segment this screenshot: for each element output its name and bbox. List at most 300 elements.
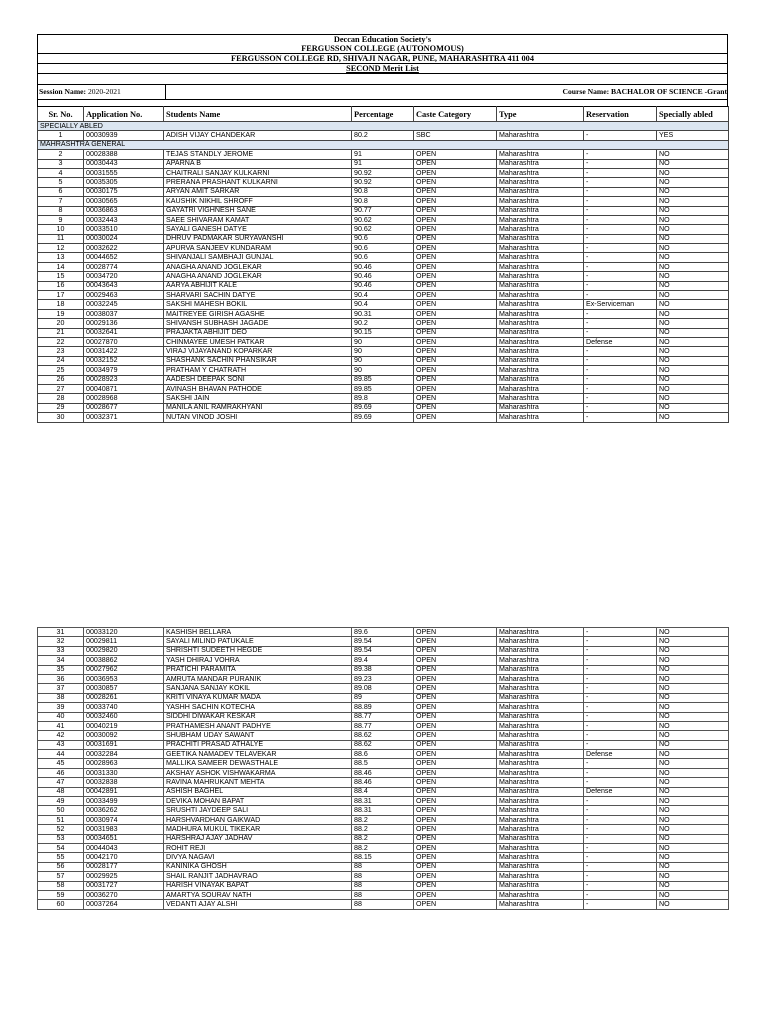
cell-percentage: 91 (352, 159, 414, 168)
cell-caste-category: OPEN (414, 272, 497, 281)
cell-reservation: - (584, 347, 657, 356)
cell-student-name: AMRUTA MANDAR PURANIK (164, 674, 352, 683)
cell-sr-no: 30 (38, 413, 84, 422)
cell-sr-no: 52 (38, 825, 84, 834)
cell-percentage: 90.62 (352, 225, 414, 234)
cell-student-name: MADHURA MUKUL TIKEKAR (164, 825, 352, 834)
cell-student-name: KASHISH BELLARA (164, 628, 352, 637)
cell-reservation: - (584, 375, 657, 384)
cell-sr-no: 58 (38, 881, 84, 890)
table-row (38, 394, 729, 403)
cell-caste-category: OPEN (414, 413, 497, 422)
cell-percentage: 88 (352, 881, 414, 890)
cell-specially-abled: NO (657, 366, 729, 375)
blank-row (37, 74, 728, 85)
cell-student-name: VEDANTI AJAY ALSHI (164, 900, 352, 909)
cell-sr-no: 14 (38, 262, 84, 271)
cell-student-name: SAEE SHIVARAM KAMAT (164, 215, 352, 224)
cell-specially-abled: NO (657, 150, 729, 159)
cell-student-name: ASHISH BAGHEL (164, 787, 352, 796)
cell-specially-abled: NO (657, 225, 729, 234)
cell-caste-category: OPEN (414, 834, 497, 843)
cell-sr-no: 60 (38, 900, 84, 909)
cell-caste-category: OPEN (414, 890, 497, 899)
cell-application-no: 00036863 (84, 206, 164, 215)
cell-percentage: 89 (352, 693, 414, 702)
cell-student-name: YASH DHIRAJ VOHRA (164, 656, 352, 665)
cell-application-no: 00032460 (84, 712, 164, 721)
cell-percentage: 88.2 (352, 815, 414, 824)
cell-type: Maharashtra (497, 806, 584, 815)
cell-reservation: - (584, 843, 657, 852)
table-row (38, 150, 729, 159)
cell-caste-category: OPEN (414, 262, 497, 271)
cell-type: Maharashtra (497, 825, 584, 834)
cell-sr-no: 15 (38, 272, 84, 281)
cell-caste-category: OPEN (414, 787, 497, 796)
table-row (38, 703, 729, 712)
cell-application-no: 00038862 (84, 656, 164, 665)
cell-student-name: VIRAJ VIJAYANAND KOPARKAR (164, 347, 352, 356)
cell-reservation: - (584, 881, 657, 890)
table-row (38, 309, 729, 318)
cell-caste-category: OPEN (414, 684, 497, 693)
cell-type: Maharashtra (497, 797, 584, 806)
cell-type: Maharashtra (497, 150, 584, 159)
table-row (38, 656, 729, 665)
cell-percentage: 89.85 (352, 375, 414, 384)
cell-student-name: SHIVANJALI SAMBHAJI GUNJAL (164, 253, 352, 262)
cell-specially-abled: NO (657, 628, 729, 637)
cell-application-no: 00032838 (84, 778, 164, 787)
cell-caste-category: OPEN (414, 253, 497, 262)
table-row (38, 853, 729, 862)
table-row (38, 262, 729, 271)
cell-student-name: AADESH DEEPAK SONI (164, 375, 352, 384)
cell-application-no: 00029463 (84, 291, 164, 300)
cell-application-no: 00030857 (84, 684, 164, 693)
table-row (38, 281, 729, 290)
cell-specially-abled: NO (657, 674, 729, 683)
cell-student-name: MANILA ANIL RAMRAKHYANI (164, 403, 352, 412)
cell-specially-abled: NO (657, 281, 729, 290)
col-percentage: Percentage (352, 107, 414, 122)
cell-type: Maharashtra (497, 656, 584, 665)
cell-reservation: - (584, 628, 657, 637)
table-row (38, 206, 729, 215)
table-row (38, 825, 729, 834)
table-row (38, 403, 729, 412)
cell-type: Maharashtra (497, 375, 584, 384)
cell-percentage: 90.4 (352, 291, 414, 300)
cell-caste-category: OPEN (414, 900, 497, 909)
cell-caste-category: OPEN (414, 384, 497, 393)
cell-reservation: - (584, 862, 657, 871)
table-row (38, 328, 729, 337)
cell-application-no: 00038037 (84, 309, 164, 318)
cell-reservation: - (584, 178, 657, 187)
section-header-row (38, 122, 729, 131)
table-row (38, 225, 729, 234)
cell-reservation: - (584, 797, 657, 806)
cell-sr-no: 56 (38, 862, 84, 871)
table-row (38, 684, 729, 693)
cell-reservation: - (584, 890, 657, 899)
cell-student-name: SHARVARI SACHIN DATYE (164, 291, 352, 300)
table-row (38, 187, 729, 196)
col-caste-category: Caste Category (414, 107, 497, 122)
cell-reservation: - (584, 394, 657, 403)
cell-application-no: 00034979 (84, 366, 164, 375)
cell-application-no: 00037264 (84, 900, 164, 909)
cell-type: Maharashtra (497, 853, 584, 862)
cell-application-no: 00028968 (84, 394, 164, 403)
cell-type: Maharashtra (497, 178, 584, 187)
cell-type: Maharashtra (497, 384, 584, 393)
cell-specially-abled: NO (657, 206, 729, 215)
cell-specially-abled: NO (657, 721, 729, 730)
cell-application-no: 00029136 (84, 319, 164, 328)
cell-caste-category: OPEN (414, 628, 497, 637)
cell-application-no: 00031691 (84, 740, 164, 749)
cell-type: Maharashtra (497, 674, 584, 683)
cell-percentage: 88.62 (352, 740, 414, 749)
cell-sr-no: 9 (38, 215, 84, 224)
cell-caste-category: OPEN (414, 712, 497, 721)
cell-application-no: 00028963 (84, 759, 164, 768)
cell-percentage: 89.85 (352, 384, 414, 393)
table-row (38, 759, 729, 768)
table-row (38, 637, 729, 646)
cell-caste-category: OPEN (414, 740, 497, 749)
cell-sr-no: 53 (38, 834, 84, 843)
cell-student-name: YASHH SACHIN KOTECHA (164, 703, 352, 712)
cell-student-name: ADISH VIJAY CHANDEKAR (164, 131, 352, 140)
cell-specially-abled: NO (657, 900, 729, 909)
cell-caste-category: OPEN (414, 862, 497, 871)
cell-specially-abled: NO (657, 337, 729, 346)
cell-percentage: 88 (352, 900, 414, 909)
cell-student-name: PRATHAMESH ANANT PADHYE (164, 721, 352, 730)
cell-percentage: 88 (352, 890, 414, 899)
col-specially-abled: Specially abled (657, 107, 729, 122)
cell-application-no: 00030939 (84, 131, 164, 140)
cell-student-name: GEETIKA NAMADEV TELAVEKAR (164, 750, 352, 759)
table-row (38, 337, 729, 346)
cell-percentage: 90 (352, 366, 414, 375)
cell-student-name: AARYA ABHIJIT KALE (164, 281, 352, 290)
cell-reservation: - (584, 834, 657, 843)
cell-reservation: - (584, 215, 657, 224)
cell-application-no: 00034720 (84, 272, 164, 281)
cell-sr-no: 29 (38, 403, 84, 412)
cell-student-name: SAYALI MILIND PATUKALE (164, 637, 352, 646)
cell-student-name: SIDDHI DIWAKAR KESKAR (164, 712, 352, 721)
cell-application-no: 00042170 (84, 853, 164, 862)
cell-type: Maharashtra (497, 815, 584, 824)
cell-caste-category: OPEN (414, 768, 497, 777)
cell-student-name: SRUSHTI JAYDEEP SALI (164, 806, 352, 815)
cell-caste-category: OPEN (414, 337, 497, 346)
cell-percentage: 89.54 (352, 646, 414, 655)
cell-application-no: 00030024 (84, 234, 164, 243)
cell-student-name: TEJAS STANDLY JEROME (164, 150, 352, 159)
cell-reservation: - (584, 646, 657, 655)
cell-percentage: 88.2 (352, 825, 414, 834)
cell-caste-category: OPEN (414, 347, 497, 356)
cell-sr-no: 37 (38, 684, 84, 693)
cell-specially-abled: NO (657, 375, 729, 384)
table-row (38, 778, 729, 787)
cell-sr-no: 23 (38, 347, 84, 356)
cell-application-no: 00028261 (84, 693, 164, 702)
cell-student-name: ANAGHA ANAND JOGLEKAR (164, 262, 352, 271)
cell-student-name: PRATHAM Y CHATRATH (164, 366, 352, 375)
cell-reservation: - (584, 281, 657, 290)
cell-application-no: 00036953 (84, 674, 164, 683)
cell-application-no: 00031422 (84, 347, 164, 356)
cell-application-no: 00031555 (84, 168, 164, 177)
cell-student-name: KANINIKA GHOSH (164, 862, 352, 871)
cell-student-name: DIVYA NAGAVI (164, 853, 352, 862)
cell-caste-category: OPEN (414, 168, 497, 177)
cell-reservation: - (584, 197, 657, 206)
cell-student-name: AMARTYA SOURAV NATH (164, 890, 352, 899)
cell-type: Maharashtra (497, 843, 584, 852)
cell-application-no: 00033499 (84, 797, 164, 806)
cell-caste-category: OPEN (414, 693, 497, 702)
cell-percentage: 88.77 (352, 721, 414, 730)
cell-caste-category: OPEN (414, 759, 497, 768)
cell-type: Maharashtra (497, 234, 584, 243)
cell-specially-abled: NO (657, 347, 729, 356)
cell-percentage: 89.38 (352, 665, 414, 674)
cell-specially-abled: NO (657, 872, 729, 881)
cell-application-no: 00040219 (84, 721, 164, 730)
cell-reservation: - (584, 693, 657, 702)
cell-reservation: - (584, 656, 657, 665)
cell-caste-category: OPEN (414, 637, 497, 646)
cell-sr-no: 3 (38, 159, 84, 168)
cell-percentage: 90.4 (352, 300, 414, 309)
cell-type: Maharashtra (497, 337, 584, 346)
cell-application-no: 00034651 (84, 834, 164, 843)
cell-type: Maharashtra (497, 759, 584, 768)
cell-specially-abled: NO (657, 168, 729, 177)
cell-application-no: 00044043 (84, 843, 164, 852)
cell-sr-no: 16 (38, 281, 84, 290)
cell-type: Maharashtra (497, 168, 584, 177)
table-row (38, 178, 729, 187)
cell-application-no: 00033510 (84, 225, 164, 234)
cell-reservation: - (584, 703, 657, 712)
cell-specially-abled: NO (657, 328, 729, 337)
cell-specially-abled: NO (657, 693, 729, 702)
cell-specially-abled: NO (657, 197, 729, 206)
cell-sr-no: 54 (38, 843, 84, 852)
cell-reservation: - (584, 234, 657, 243)
cell-reservation: - (584, 731, 657, 740)
cell-student-name: ROHIT REJI (164, 843, 352, 852)
cell-percentage: 88.89 (352, 703, 414, 712)
table-row (38, 366, 729, 375)
cell-caste-category: OPEN (414, 853, 497, 862)
cell-type: Maharashtra (497, 900, 584, 909)
table-row (38, 234, 729, 243)
cell-caste-category: OPEN (414, 703, 497, 712)
cell-sr-no: 27 (38, 384, 84, 393)
cell-caste-category: OPEN (414, 674, 497, 683)
cell-sr-no: 40 (38, 712, 84, 721)
cell-sr-no: 8 (38, 206, 84, 215)
cell-reservation: - (584, 272, 657, 281)
table-row (38, 356, 729, 365)
cell-application-no: 00036262 (84, 806, 164, 815)
cell-student-name: MAITREYEE GIRISH AGASHE (164, 309, 352, 318)
cell-reservation: - (584, 825, 657, 834)
cell-percentage: 88 (352, 872, 414, 881)
cell-application-no: 00029925 (84, 872, 164, 881)
cell-reservation: - (584, 815, 657, 824)
cell-application-no: 00028177 (84, 862, 164, 871)
cell-type: Maharashtra (497, 703, 584, 712)
col-student-name: Students Name (164, 107, 352, 122)
cell-type: Maharashtra (497, 281, 584, 290)
table-row (38, 665, 729, 674)
cell-sr-no: 33 (38, 646, 84, 655)
cell-reservation: - (584, 712, 657, 721)
table-row (38, 253, 729, 262)
cell-type: Maharashtra (497, 347, 584, 356)
cell-sr-no: 4 (38, 168, 84, 177)
cell-type: Maharashtra (497, 684, 584, 693)
cell-student-name: PRAJAKTA ABHIJIT DEO (164, 328, 352, 337)
cell-caste-category: SBC (414, 131, 497, 140)
cell-percentage: 88.15 (352, 853, 414, 862)
cell-reservation: - (584, 721, 657, 730)
table-row (38, 384, 729, 393)
cell-caste-category: OPEN (414, 366, 497, 375)
cell-percentage: 90.92 (352, 178, 414, 187)
cell-caste-category: OPEN (414, 375, 497, 384)
cell-application-no: 00033120 (84, 628, 164, 637)
cell-caste-category: OPEN (414, 159, 497, 168)
cell-sr-no: 36 (38, 674, 84, 683)
cell-sr-no: 34 (38, 656, 84, 665)
cell-student-name: ANAGHA ANAND JOGLEKAR (164, 272, 352, 281)
cell-reservation: Ex-Serviceman (584, 300, 657, 309)
cell-specially-abled: NO (657, 234, 729, 243)
cell-reservation: Defense (584, 337, 657, 346)
cell-student-name: SAKSHI JAIN (164, 394, 352, 403)
merit-table (37, 106, 729, 423)
column-header-row (38, 107, 729, 122)
cell-sr-no: 50 (38, 806, 84, 815)
cell-percentage: 90.46 (352, 272, 414, 281)
cell-reservation: - (584, 684, 657, 693)
cell-sr-no: 47 (38, 778, 84, 787)
cell-specially-abled: NO (657, 300, 729, 309)
cell-caste-category: OPEN (414, 225, 497, 234)
cell-caste-category: OPEN (414, 206, 497, 215)
cell-sr-no: 1 (38, 131, 84, 140)
cell-percentage: 90.6 (352, 253, 414, 262)
cell-specially-abled: NO (657, 853, 729, 862)
cell-student-name: PRERANA PRASHANT KULKARNI (164, 178, 352, 187)
cell-type: Maharashtra (497, 366, 584, 375)
cell-student-name: APARNA B (164, 159, 352, 168)
cell-sr-no: 19 (38, 309, 84, 318)
cell-sr-no: 10 (38, 225, 84, 234)
cell-student-name: DHRUV PADMAKAR SURYAVANSHI (164, 234, 352, 243)
cell-specially-abled: NO (657, 319, 729, 328)
merit-table-continued (37, 627, 729, 910)
cell-specially-abled: NO (657, 384, 729, 393)
cell-percentage: 90 (352, 356, 414, 365)
cell-type: Maharashtra (497, 244, 584, 253)
cell-reservation: - (584, 253, 657, 262)
cell-percentage: 88.31 (352, 797, 414, 806)
cell-reservation: Defense (584, 750, 657, 759)
cell-sr-no: 57 (38, 872, 84, 881)
table-row (38, 168, 729, 177)
cell-percentage: 90.31 (352, 309, 414, 318)
cell-caste-category: OPEN (414, 244, 497, 253)
cell-caste-category: OPEN (414, 197, 497, 206)
cell-sr-no: 55 (38, 853, 84, 862)
cell-percentage: 89.4 (352, 656, 414, 665)
cell-type: Maharashtra (497, 413, 584, 422)
cell-sr-no: 46 (38, 768, 84, 777)
cell-application-no: 00032245 (84, 300, 164, 309)
cell-caste-category: OPEN (414, 815, 497, 824)
cell-caste-category: OPEN (414, 234, 497, 243)
cell-type: Maharashtra (497, 881, 584, 890)
cell-percentage: 89.08 (352, 684, 414, 693)
cell-application-no: 00028388 (84, 150, 164, 159)
table-row (38, 628, 729, 637)
table-row (38, 131, 729, 140)
cell-reservation: - (584, 244, 657, 253)
cell-student-name: SHUBHAM UDAY SAWANT (164, 731, 352, 740)
cell-type: Maharashtra (497, 197, 584, 206)
cell-type: Maharashtra (497, 159, 584, 168)
cell-application-no: 00028677 (84, 403, 164, 412)
college-address: FERGUSSON COLLEGE RD, SHIVAJI NAGAR, PUNE, MAHARASHTRA 411 004 (37, 53, 728, 64)
page-one (37, 34, 728, 423)
cell-percentage: 88.2 (352, 843, 414, 852)
society-name: Deccan Education Society's (37, 34, 728, 44)
cell-type: Maharashtra (497, 628, 584, 637)
cell-reservation: - (584, 778, 657, 787)
cell-sr-no: 59 (38, 890, 84, 899)
table-row (38, 872, 729, 881)
cell-specially-abled: NO (657, 656, 729, 665)
cell-application-no: 00027962 (84, 665, 164, 674)
cell-application-no: 00032622 (84, 244, 164, 253)
table-row (38, 815, 729, 824)
cell-type: Maharashtra (497, 300, 584, 309)
cell-percentage: 88.5 (352, 759, 414, 768)
cell-specially-abled: NO (657, 862, 729, 871)
cell-student-name: GAYATRI VIGHNESH SANE (164, 206, 352, 215)
cell-student-name: SAKSHI MAHESH BOKIL (164, 300, 352, 309)
cell-type: Maharashtra (497, 750, 584, 759)
cell-type: Maharashtra (497, 262, 584, 271)
cell-type: Maharashtra (497, 291, 584, 300)
table-row (38, 768, 729, 777)
cell-reservation: - (584, 674, 657, 683)
